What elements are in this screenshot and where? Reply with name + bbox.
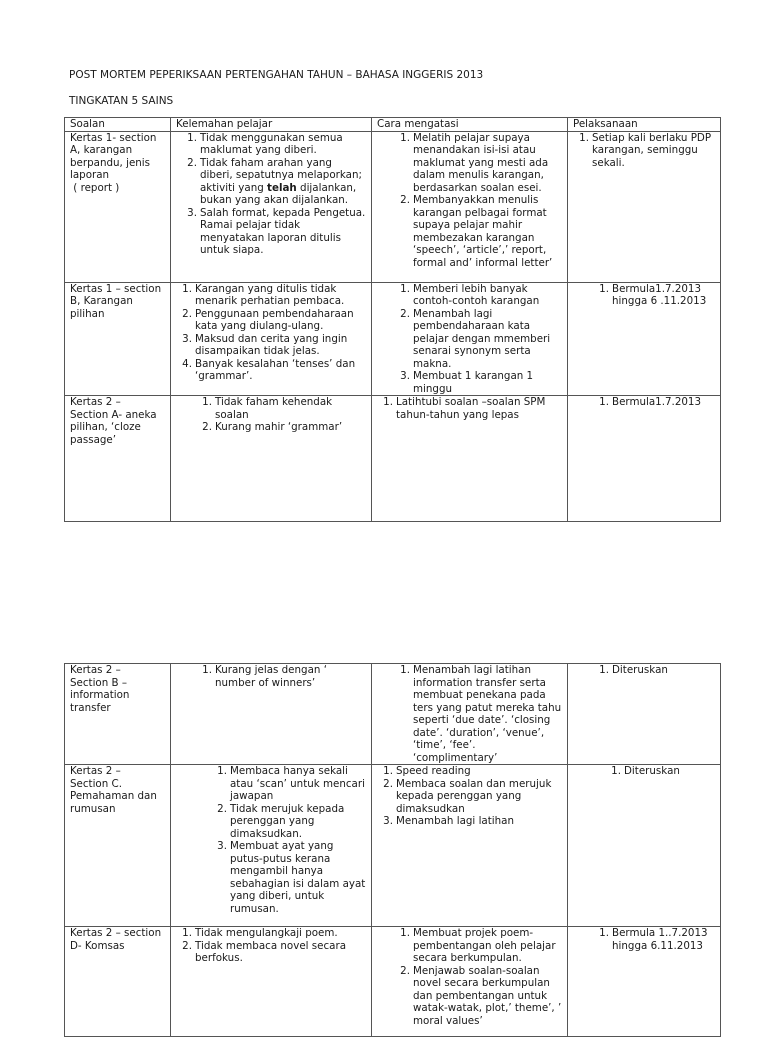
pelaksanaan-cell <box>568 131 721 282</box>
list-item: 1. Tidak menggunakan semua maklumat yang diberi. <box>187 131 343 156</box>
list-item: 1. Kurang jelas dengan ‘ number of winners’ <box>202 664 327 689</box>
soalan-cell: Kertas 2 – section D- Komsas <box>65 927 171 1037</box>
list-item: 1. Tidak mengulangkaji poem. <box>182 927 338 939</box>
table-header-row <box>65 118 721 132</box>
kelemahan-list <box>202 396 366 434</box>
table-row <box>65 282 721 396</box>
cara-cell <box>372 927 568 1037</box>
header-cara: Cara mengatasi <box>372 118 568 132</box>
header-kelemahan: Kelemahan pelajar <box>171 118 372 132</box>
cara-cell <box>372 765 568 927</box>
list-item: 3. Salah format, kepada Pengetua. Ramai pelajar tidak menyatakan laporan ditulis untuk siapa. <box>187 206 366 256</box>
kelemahan-list <box>202 664 366 689</box>
list-item: 1. Diteruskan <box>611 765 680 777</box>
pelaksanaan-cell <box>568 664 721 765</box>
list-item: 3. Membuat ayat yang putus-putus kerana mengambil hanya sebahagian isi dalam ayat yang diberi, untuk rumusan. <box>217 840 366 915</box>
pelaksanaan-list <box>599 396 715 409</box>
pelaksanaan-cell <box>568 765 721 927</box>
pelaksanaan-cell <box>568 282 721 396</box>
list-item: 1. Latihtubi soalan –soalan SPM tahun-tahun yang lepas <box>383 396 546 421</box>
kelemahan-cell <box>171 131 372 282</box>
pelaksanaan-list <box>579 131 715 170</box>
list-item: 1. Bermula1.7.2013 <box>599 396 702 408</box>
cara-list <box>383 396 562 421</box>
list-item: 2. Penggunaan pembendaharaan kata yang diulang-ulang. <box>182 307 354 332</box>
kelemahan-cell <box>171 927 372 1037</box>
list-item: 1. Tidak faham kehendak soalan <box>202 396 333 421</box>
list-item: 2. Menambah lagi pembendaharaan kata pelajar dengan mmemberi senarai synonym serta makna. <box>400 307 551 370</box>
list-item: 1. Bermula1.7.2013 hingga 6 .11.2013 <box>599 282 707 307</box>
table-row <box>65 131 721 282</box>
list-item: 3. Membuat 1 karangan 1 minggu <box>400 370 534 395</box>
header-soalan: Soalan <box>65 118 171 132</box>
pelaksanaan-cell <box>568 396 721 522</box>
kelemahan-cell <box>171 396 372 522</box>
kelemahan-cell <box>171 664 372 765</box>
pelaksanaan-list <box>599 927 715 952</box>
list-item: 1. Diteruskan <box>599 664 668 676</box>
table-row <box>65 765 721 927</box>
list-item: 4. Banyak kesalahan ‘tenses’ dan ‘grammar’. <box>182 357 356 382</box>
list-item: 1. Setiap kali berlaku PDP karangan, seminggu sekali. <box>579 131 712 169</box>
table-row <box>65 396 721 522</box>
soalan-cell: Kertas 2 – Section C. Pemahaman dan rumusan <box>65 765 171 927</box>
emphasis-text: telah <box>267 181 297 194</box>
soalan-cell: Kertas 2 – Section A- aneka pilihan, ‘cloze passage’ <box>65 396 171 522</box>
cara-cell <box>372 664 568 765</box>
list-item: 1. Karangan yang ditulis tidak menarik perhatian pembaca. <box>182 282 345 307</box>
list-item: 2. Menjawab soalan-soalan novel secara berkumpulan dan pembentangan untuk watak-watak, plot,’ theme’, ’ moral values’ <box>400 964 562 1027</box>
list-item: 1. Menambah lagi latihan information transfer serta membuat penekana pada ters yang patut mereka tahu seperti ‘due date’. ‘closing date’. ‘duration’, ‘venue’, ‘time’, ‘fee’. ‘complimentary’ <box>400 664 562 764</box>
header-pelaksanaan: Pelaksanaan <box>568 118 721 132</box>
kelemahan-list <box>187 131 366 257</box>
cara-cell <box>372 282 568 396</box>
list-item: 2. Tidak merujuk kepada perenggan yang dimaksudkan. <box>217 802 345 840</box>
soalan-cell: Kertas 2 – Section B – information transfer <box>65 664 171 765</box>
cara-list <box>400 282 562 396</box>
cara-cell <box>372 131 568 282</box>
list-item: 2. Kurang mahir ‘grammar’ <box>202 421 343 433</box>
post-mortem-table-part-1 <box>64 117 721 522</box>
list-item: 2. Membanyakkan menulis karangan pelbagai format supaya pelajar mahir membezakan karangan ‘speech’, ‘article’,’ report, formal and’ informal letter’ <box>400 194 553 269</box>
kelemahan-list <box>217 765 366 915</box>
kelemahan-list <box>182 282 366 383</box>
list-item: 1. Membaca hanya sekali atau ‘scan’ untuk mencari jawapan <box>217 765 365 802</box>
soalan-cell: Kertas 1- section A, karangan berpandu, jenis laporan ( report ) <box>65 131 171 282</box>
pelaksanaan-list <box>599 282 715 308</box>
list-item: 3. Maksud dan cerita yang ingin disampaikan tidak jelas. <box>182 332 348 357</box>
cara-list <box>400 927 562 1027</box>
table-row <box>65 927 721 1037</box>
document-title: POST MORTEM PEPERIKSAAN PERTENGAHAN TAHUN – BAHASA INGGERIS 2013 <box>69 69 484 81</box>
list-item: 3. Menambah lagi latihan <box>383 815 515 827</box>
kelemahan-cell <box>171 765 372 927</box>
pelaksanaan-cell <box>568 927 721 1037</box>
cara-cell <box>372 396 568 522</box>
soalan-cell: Kertas 1 – section B, Karangan pilihan <box>65 282 171 396</box>
pelaksanaan-list <box>611 765 715 778</box>
list-item: 1. Bermula 1..7.2013 hingga 6.11.2013 <box>599 927 708 952</box>
pelaksanaan-list <box>599 664 715 677</box>
cara-list <box>400 131 562 270</box>
list-item: 2. Tidak membaca novel secara berfokus. <box>182 939 347 964</box>
post-mortem-table-part-2 <box>64 663 721 1037</box>
cara-list <box>400 664 562 764</box>
list-item: 1. Melatih pelajar supaya menandakan isi-isi atau maklumat yang mesti ada dalam menulis karangan, berdasarkan soalan esei. <box>400 131 549 194</box>
kelemahan-cell <box>171 282 372 396</box>
list-item: 1. Membuat projek poem- pembentangan oleh pelajar secara berkumpulan. <box>400 927 556 964</box>
kelemahan-list <box>182 927 366 965</box>
list-item: 2. Membaca soalan dan merujuk kepada perenggan yang dimaksudkan <box>383 777 552 815</box>
table-row <box>65 664 721 765</box>
list-item: 1. Speed reading <box>383 765 471 777</box>
cara-list <box>383 765 562 828</box>
document-subtitle: TINGKATAN 5 SAINS <box>69 95 174 107</box>
list-item: 1. Memberi lebih banyak contoh-contoh karangan <box>400 282 540 307</box>
list-item: 2. Tidak faham arahan yang diberi, sepatutnya melaporkan; aktiviti yang telah dijalankan, bukan yang akan dijalankan. <box>187 156 362 206</box>
